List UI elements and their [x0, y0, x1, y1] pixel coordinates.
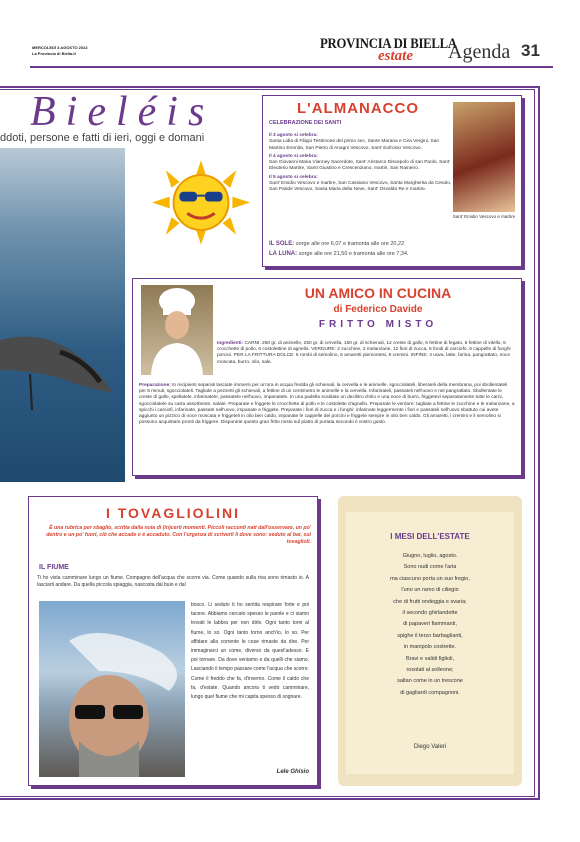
- publication-name: La Provincia di Biella.it: [32, 51, 76, 56]
- chef-figure: [141, 285, 213, 375]
- poem-line: ma ciascuno porta un suo fregio,: [390, 575, 470, 582]
- sun-label: IL SOLE:: [269, 241, 295, 247]
- chef-photo: [141, 285, 213, 375]
- ingredients-text: CARNI: 250 gr. di animelle, 250 gr. di cervella, 150 gr. di schienali, 12 creste di gallo, 6 fettine di fegato, 6 fettine di vitello, 6 crocchette di pollo, 6 costolettine di agnello. VERDURE: 2 zucchine, 2 melanzane, 12 fiori di zucca, 6 fondi di carciofo, 6 cappelle di funghi porcini. PER LA FRITTURA DOLCE: 6 rombi di semolino, 6 amaretti piemontesi, 6 cremini. INFINE: 4 uova, latte, farina, pangrattato, noce moscata, burro, olio, sale.: [217, 341, 511, 365]
- poem-title: I MESI DELL'ESTATE: [390, 532, 470, 541]
- saints-day-text: Sant' Emidio Vescovo e martire, San Cassiano Vescovo, Santa Margherita da Cesolo, San Paride Vescovo, Santa Maria della Neve, Sant' Osvaldo Re e martire.: [269, 181, 452, 193]
- heron-photo: [0, 148, 125, 482]
- poem-line: Bravi e validi figlioli,: [406, 655, 454, 662]
- saints-day-heading: Il 5 agosto si celebra:: [269, 174, 318, 180]
- column-subtitle: ddoti, persone e fatti di ieri, oggi e domani: [0, 132, 205, 144]
- cucina-author: di Federico Davide: [333, 304, 423, 315]
- tovaglioli-intro: È una rubrica per sbaglio, scritta dalla noia di (in)certi momenti. Piccoli racconti nati dall'osservare, un po' dentro e un po' fuori, ciò che accade o è accaduto. Con l'urgenza di scriverli lì dove sono: seduto al bar, sui tovaglioli.: [46, 525, 311, 545]
- column-title: Bieléis: [30, 89, 215, 135]
- issue-date: MERCOLEDÌ 3 AGOSTO 2022: [32, 45, 88, 50]
- page-number: 31: [521, 41, 540, 60]
- story-paragraph: bosco. Li seduto ti ho sentita respirare forte e poi tacere. Abbiamo cercato spesso le parole e ci siamo trovati le labbra per non dirle. Ogni tanto torni al fiume, lo so. Ogni tanto torno anch'io, lo so. Per affidare alla corrente le cose rimaste da dire. Per immaginarci un come, diverso da quest'adesso. E poi tornare. Da dove veniamo e da quelli che siamo. Lasciando il tempo passare come l'acqua che scorre. Come il freddo che fa, d'inverno. Come il caldo che fa, d'estate. Quando ancora ti vedo camminare, lungo quel fiume che mi capita spesso di sognare.: [191, 602, 309, 701]
- poem-line: che di frutti ondeggia e svaria;: [393, 598, 467, 605]
- almanacco-title: L'ALMANACCO: [296, 100, 420, 117]
- poem-line: l'uno un ramo di ciliegio: [401, 587, 459, 594]
- saint-caption: Sant' Emidio Vescovo e martire: [452, 214, 516, 219]
- cucina-box: [132, 278, 522, 476]
- almanacco-subtitle: CELEBRAZIONE DEI SANTI: [269, 120, 342, 126]
- sun-text: sorge alle ore 6,07 e tramonta alle ore 20,22: [295, 241, 405, 247]
- newspaper-logo-sub: estate: [378, 48, 413, 64]
- poem-scroll: [338, 496, 522, 786]
- saints-day-heading: Il 3 agosto si celebra:: [269, 133, 318, 138]
- moon-times: [269, 251, 409, 257]
- tovaglioli-box: [28, 496, 318, 786]
- ingredients: [217, 341, 515, 366]
- poem-line: di gagliardi compagnoni.: [400, 689, 460, 696]
- story-paragraph: Ti ho vista camminare lungo un fiume. Compagno dell'acqua che scorre via. Come quando sulla riva sono rimasto io. A lasciarti andare. Da quella piccola spiaggia, nascosta dal buio e dal: [37, 575, 309, 588]
- poem-line: di papaveri fiammanti,: [403, 621, 457, 628]
- portrait-figure: [39, 601, 185, 777]
- poem-text: [338, 551, 522, 699]
- preparation: [139, 383, 515, 426]
- poem-line: Sono nudi come l'aria: [403, 564, 457, 571]
- poem-line: in manipolo costrette.: [403, 644, 457, 651]
- poem-author: Diego Valeri: [413, 744, 447, 750]
- dish-name: FRITTO MISTO: [318, 319, 438, 330]
- almanacco-box: [262, 95, 522, 267]
- saint-painting: [453, 102, 515, 212]
- section-title: Agenda: [448, 41, 511, 63]
- author-portrait: [39, 601, 185, 777]
- moon-text: sorge alle ore 21,50 e tramonta alle ore 7,34.: [298, 251, 409, 257]
- preparation-label: Preparazione:: [139, 383, 171, 388]
- poem-line: saltan come in un trescone: [397, 678, 463, 685]
- ingredients-label: Ingredienti:: [217, 341, 244, 346]
- saints-day-text: San Giovanni Maria Vianney Sacerdote, Sant' Aristarco Discepolo di san Paolo, Sant' Eleuterio Martire, Santi Giustino e Crescenziano, martiri, San Raineiro.: [269, 160, 450, 172]
- sun-illustration: [152, 160, 250, 245]
- cucina-title: UN AMICO IN CUCINA: [304, 285, 452, 301]
- poem-line: Giugno, luglio, agosto.: [402, 553, 458, 559]
- header-divider: [30, 66, 553, 68]
- sun-times: [269, 241, 404, 247]
- poem-line: il secondo ghirlandette: [402, 610, 458, 617]
- moon-label: LA LUNA:: [269, 251, 298, 257]
- saints-list: [269, 131, 454, 194]
- saints-day-text: Santa Lidia di Filippi Testimone del primo sec, Sante Marana e Cira Vergini, San Martino Eremita, San Pietro di Anagni Vescovo, Sant' Eufronio Vescovo.: [269, 139, 440, 151]
- poem-line: rosolati al solleone;: [406, 667, 454, 674]
- tovaglioli-title: I TOVAGLIOLINI: [105, 505, 241, 521]
- heron-figure: [0, 330, 120, 410]
- poem-line: spighe il terzo barbaglianti,: [397, 632, 463, 639]
- author-signature: Lele Ghisio: [276, 769, 309, 775]
- preparation-text: In recipienti separati lasciate immersi per un'ora in acqua fredda gli schienali, la cervella e le animelle, sgocciolateli, liberateli della membrana, poi sbollentateli per 5 minuti, sgocciolateli. Tagliate a pezzetti gli schienali, a fettine di un centimetro le animelle e la cervella. Infarinateli, passateli nell'uovo e nel pangrattato. Sbollentate le creste di gallo, spellatele, infarinatele, passatele nell'uovo, impanatele. In una padella scaldate un decilitro d'olio e una noce di burro, friggetevi separatamente tutte le carni, sgocciolatele su carta assorbente, salate. Preparate e friggete le crocchette di pollo e le costolette d'agnello. Preparate le verdure: tagliate a fettine le zucchine e le melanzane, a spicchi i carciofi, infarinate, passate nell'uovo, impanate e friggete. Preparate i fiori di zucca e i funghi: infarinate leggermente i fiori e passateli nell'uovo sbattuto cui avete aggiunto un pizzico di noce moscata e friggeteli in olio ben caldo, impanate le cappelle dei porcini e friggete sempre in olio ben caldo. Gli amaretti, i cremini e il semolino si possono acquistare pronti da friggere. Disponete questo gran fritto misto sul piatto di portata secondo il vostro gusto.: [139, 383, 515, 426]
- saints-day-heading: Il 4 agosto si celebra:: [269, 153, 318, 159]
- newspaper-logo: PROVINCIA DI BIELLA: [320, 36, 457, 52]
- story-heading: IL FIUME: [39, 564, 69, 571]
